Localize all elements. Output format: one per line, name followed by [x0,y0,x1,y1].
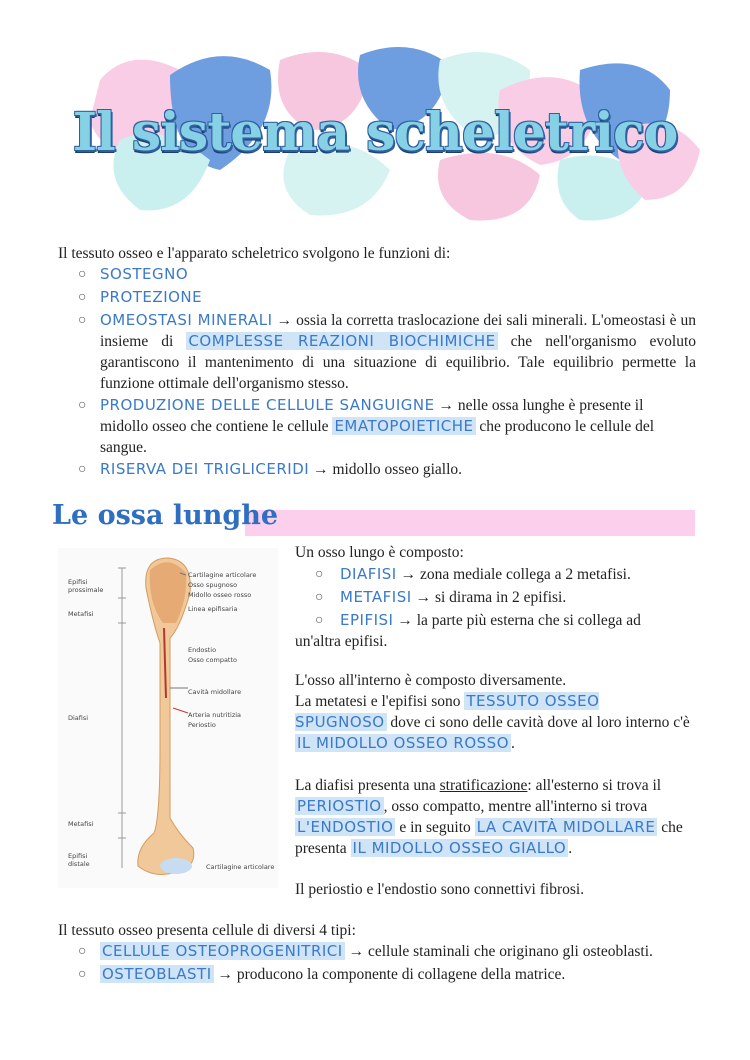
bullet: ○ [315,613,324,628]
function-item: PROTEZIONE [100,288,203,306]
cell-item: CELLULE OSTEOPROGENITRICI → cellule staminali che originano gli osteoblasti. [102,942,653,960]
cells-intro: Il tessuto osseo presenta cellule di diversi 4 tipi: [58,922,356,939]
part-item: METAFISI → si dirama in 2 epifisi. [340,588,567,606]
figure-label: Midollo osseo rosso [188,591,252,599]
figure-label: Linea epifisaria [188,605,238,613]
page-title: Il sistema scheletrico [72,102,678,163]
bullet: ○ [78,967,87,982]
bullet: ○ [315,567,324,582]
bullet: ○ [315,590,324,605]
intro-text: Il tessuto osseo e l'apparato scheletrico svolgono le funzioni di: [58,245,451,262]
figure-label: Periostio [188,721,216,729]
figure-label: Endostio [188,646,217,654]
section-heading: Le ossa lunghe [52,500,279,531]
function-item: OMEOSTASI MINERALI → ossia la corretta traslocazione dei sali minerali. L'omeostasi è un insieme di COMPLESSE REAZIONI BIOCHIMICHE che nell'organismo evoluto garantiscono il mantenimento di una situazione di equilibrio. Tale equilibrio permette la funzione ottimale dell'organismo stesso. [100,311,697,392]
figure-label: Diafisi [68,714,89,722]
figure-label: Cartilagine articolare [206,863,275,871]
part-item: DIAFISI → zona mediale collega a 2 metafisi. [340,565,631,583]
figure-label: Osso compatto [188,656,237,664]
bullet: ○ [78,398,87,413]
figure-label: Epifisi distale [68,852,90,868]
heading-bar [245,510,695,536]
bullet: ○ [78,944,87,959]
part-item: EPIFISI → la parte più esterna che si collega ad un'altra epifisi. [295,611,641,650]
bullet: ○ [78,290,87,305]
cell-item: OSTEOBLASTI → producono la componente di collagene della matrice. [102,965,566,983]
figure-label: Cavità midollare [188,688,242,696]
bullet: ○ [78,313,87,328]
paragraph: La diafisi presenta una stratificazione: all'esterno si trova il PERIOSTIO , osso compatto, mentre all'interno si trova L'ENDOSTIO e in seguito LA CAVITÀ MIDOLLARE che presenta IL MIDOLLO OSSEO GIALLO . [295,777,683,857]
figure-label: Metafisi [68,610,94,618]
paragraph: L'osso all'interno è composto diversamente. La metatesi e l'epifisi sono TESSUTO OSSEO SPUGNOSO dove ci sono delle cavità dove al loro interno c'è IL MIDOLLO OSSEO ROSSO . [295,672,690,752]
bullet: ○ [78,267,87,282]
paragraph: Il periostio e l'endostio sono connettivi fibrosi. [295,881,585,898]
figure-label: Epifisi prossimale [68,578,104,594]
parts-intro: Un osso lungo è composto: [295,544,464,561]
figure-label: Metafisi [68,820,94,828]
figure-label: Osso spugnoso [188,581,238,589]
function-item: SOSTEGNO [100,265,189,283]
bullet: ○ [78,462,87,477]
function-item: RISERVA DEI TRIGLICERIDI → midollo osseo giallo. [100,460,463,478]
figure-label: Arteria nutritizia [188,711,242,719]
function-item: PRODUZIONE DELLE CELLULE SANGUIGNE → nelle ossa lunghe è presente il midollo osseo che contiene le cellule EMATOPOIETICHE che producono le cellule del sangue. [100,396,655,456]
figure-label: Cartilagine articolare [188,571,257,579]
